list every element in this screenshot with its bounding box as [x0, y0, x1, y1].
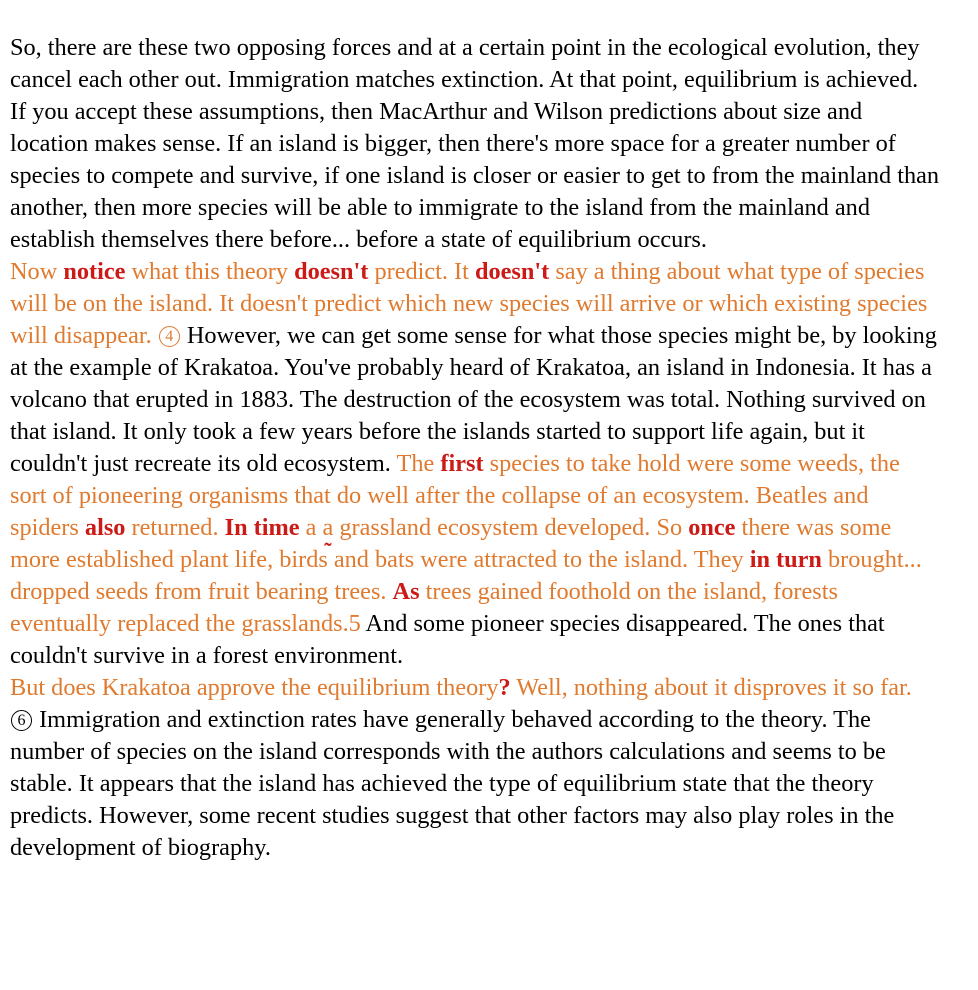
text-segment: what this theory [125, 258, 295, 285]
text-segment: Immigration and extinction rates have generally behaved according to the theory. The number of species on the island corresponds with the authors calculations and seems to be stable. It appears that the island has achieved the type of equilibrium state that the theory predicts. However, some recent studies suggest that other factors may also play roles in the development of biography. [10, 706, 895, 861]
text-segment: brought... dropped seeds from fruit bearing trees. [10, 546, 922, 605]
emphasized-word: As [392, 578, 420, 605]
text-segment: The [396, 450, 441, 477]
emphasized-word: also [84, 514, 126, 541]
text-segment: there was some more established plant life, birds and bats were attracted to the island. They [10, 514, 892, 573]
text-segment: trees gained foothold on the island, forests eventually replaced the grasslands.5 [10, 578, 838, 637]
circled-number-marker: 6 [11, 710, 32, 731]
text-segment: predict. It [368, 258, 475, 285]
flagged-duplicate-word: a ˜ [322, 512, 333, 544]
paragraph-1-text: So, there are these two opposing forces and at a certain point in the ecological evolution, they cancel each other out. Immigration matches extinction. At that point, equilibrium is achieved. If you accept these assumptions, then MacArthur and Wilson predictions about size and location makes sense. If an island is bigger, then there's more space for a greater number of species to compete and survive, if one island is closer or easier to get to from the mainland than another, then more species will be able to immigrate to the island from the mainland and establish themselves there before... before a state of equilibrium occurs. [10, 34, 940, 253]
paragraph-1 [10, 32, 940, 256]
highlighted-passage [10, 674, 912, 701]
text-segment: However, we can get some sense for what those species might be, by looking at the example of Krakatoa. You've probably heard of Krakatoa, an island in Indonesia. It has a volcano that erupted in 1883. The destruction of the ecosystem was total. Nothing survived on that island. It only took a few years before the islands started to support life again, but it couldn't just recreate its old ecosystem. [10, 322, 937, 477]
text-segment: a [299, 514, 323, 541]
text-segment: grassland ecosystem developed. So [333, 514, 689, 541]
emphasized-word: notice [63, 258, 126, 285]
circled-number-marker: 4 [159, 326, 180, 347]
emphasized-word: doesn't [474, 258, 550, 285]
text-segment: Well, nothing about it disproves it so far. [510, 674, 912, 701]
text-segment: Now [10, 258, 64, 285]
emphasized-word: once [688, 514, 736, 541]
text-segment: But does Krakatoa approve the equilibrium theory [10, 674, 499, 701]
paragraph-3 [10, 672, 940, 864]
emphasized-word: In time [224, 514, 300, 541]
paragraph-2 [10, 256, 940, 672]
text-segment: And some pioneer species disappeared. The ones that couldn't survive in a forest environment. [10, 610, 885, 669]
document-body [10, 32, 940, 864]
text-segment: species to take hold were some weeds, the sort of pioneering organisms that do well after the collapse of an ecosystem. Beatles and spiders [10, 450, 900, 541]
emphasized-word: in turn [749, 546, 822, 573]
emphasized-punctuation: ? [498, 674, 511, 701]
emphasized-word: doesn't [294, 258, 369, 285]
highlighted-passage [10, 450, 922, 637]
text-segment: returned. [125, 514, 225, 541]
emphasized-word: first [440, 450, 484, 477]
text-segment: say a thing about what type of species will be on the island. It doesn't predict which new species will arrive or which existing species will disappear. [10, 258, 928, 349]
